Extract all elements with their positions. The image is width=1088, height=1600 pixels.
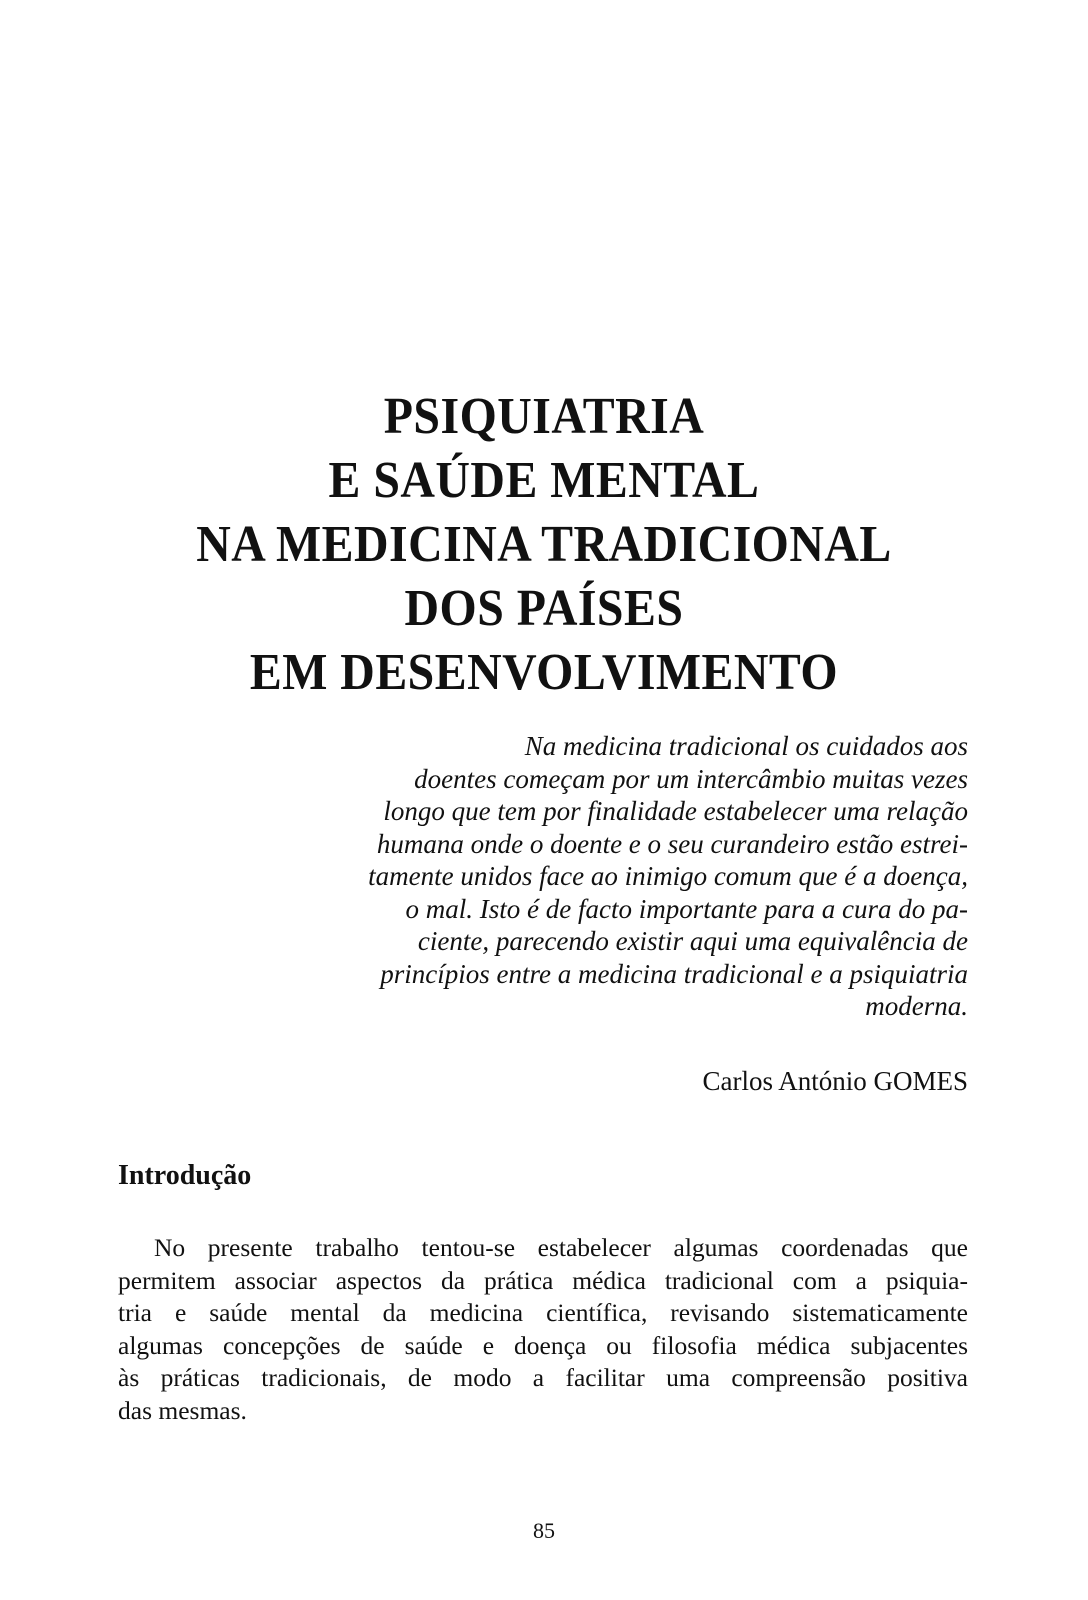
section-heading: Introdução: [118, 1160, 252, 1191]
epigraph-line: ciente, parecendo existir aqui uma equivalência de: [417, 926, 968, 956]
body-line: No presente trabalho tentou-se estabelecer algumas coordenadas que: [154, 1233, 968, 1262]
body-line: algumas concepções de saúde e doença ou filosofia médica subjacentes: [118, 1330, 968, 1360]
title-line: DOS PAÍSES: [404, 580, 684, 637]
title-line: E SAÚDE MENTAL: [328, 452, 760, 509]
body-line: tria e saúde mental da medicina científica, revisando sistematicamente: [118, 1298, 968, 1327]
body-line: das mesmas.: [118, 1395, 247, 1425]
epigraph-line: tamente unidos face ao inimigo comum que é a doença,: [368, 861, 968, 891]
body-line: às práticas tradicionais, de modo a facilitar uma compreensão positiva: [118, 1363, 968, 1392]
title-line: EM DESENVOLVIMENTO: [249, 644, 839, 701]
epigraph-line: Na medicina tradicional os cuidados aos: [524, 731, 968, 761]
epigraph-line: humana onde o doente e o seu curandeiro estão estrei-: [376, 828, 968, 859]
epigraph-line: moderna.: [865, 991, 968, 1021]
author-name: Carlos António GOMES: [702, 1066, 968, 1096]
epigraph-line: doentes começam por um intercâmbio muitas vezes: [414, 763, 968, 794]
body-paragraph: [118, 1232, 968, 1427]
article-title: [44, 385, 1045, 705]
epigraph-line: longo que tem por finalidade estabelecer uma relação: [383, 796, 968, 826]
page-number: 85: [533, 1518, 555, 1543]
body-line: permitem associar aspectos da prática médica tradicional com a psiquia-: [118, 1265, 968, 1295]
epigraph-line: o mal. Isto é de facto importante para a cura do pa-: [405, 893, 968, 924]
epigraph: [230, 730, 968, 1023]
title-line: PSIQUIATRIA: [383, 388, 705, 445]
epigraph-line: princípios entre a medicina tradicional e a psiquiatria: [380, 958, 968, 989]
title-line: NA MEDICINA TRADICIONAL: [196, 516, 892, 573]
